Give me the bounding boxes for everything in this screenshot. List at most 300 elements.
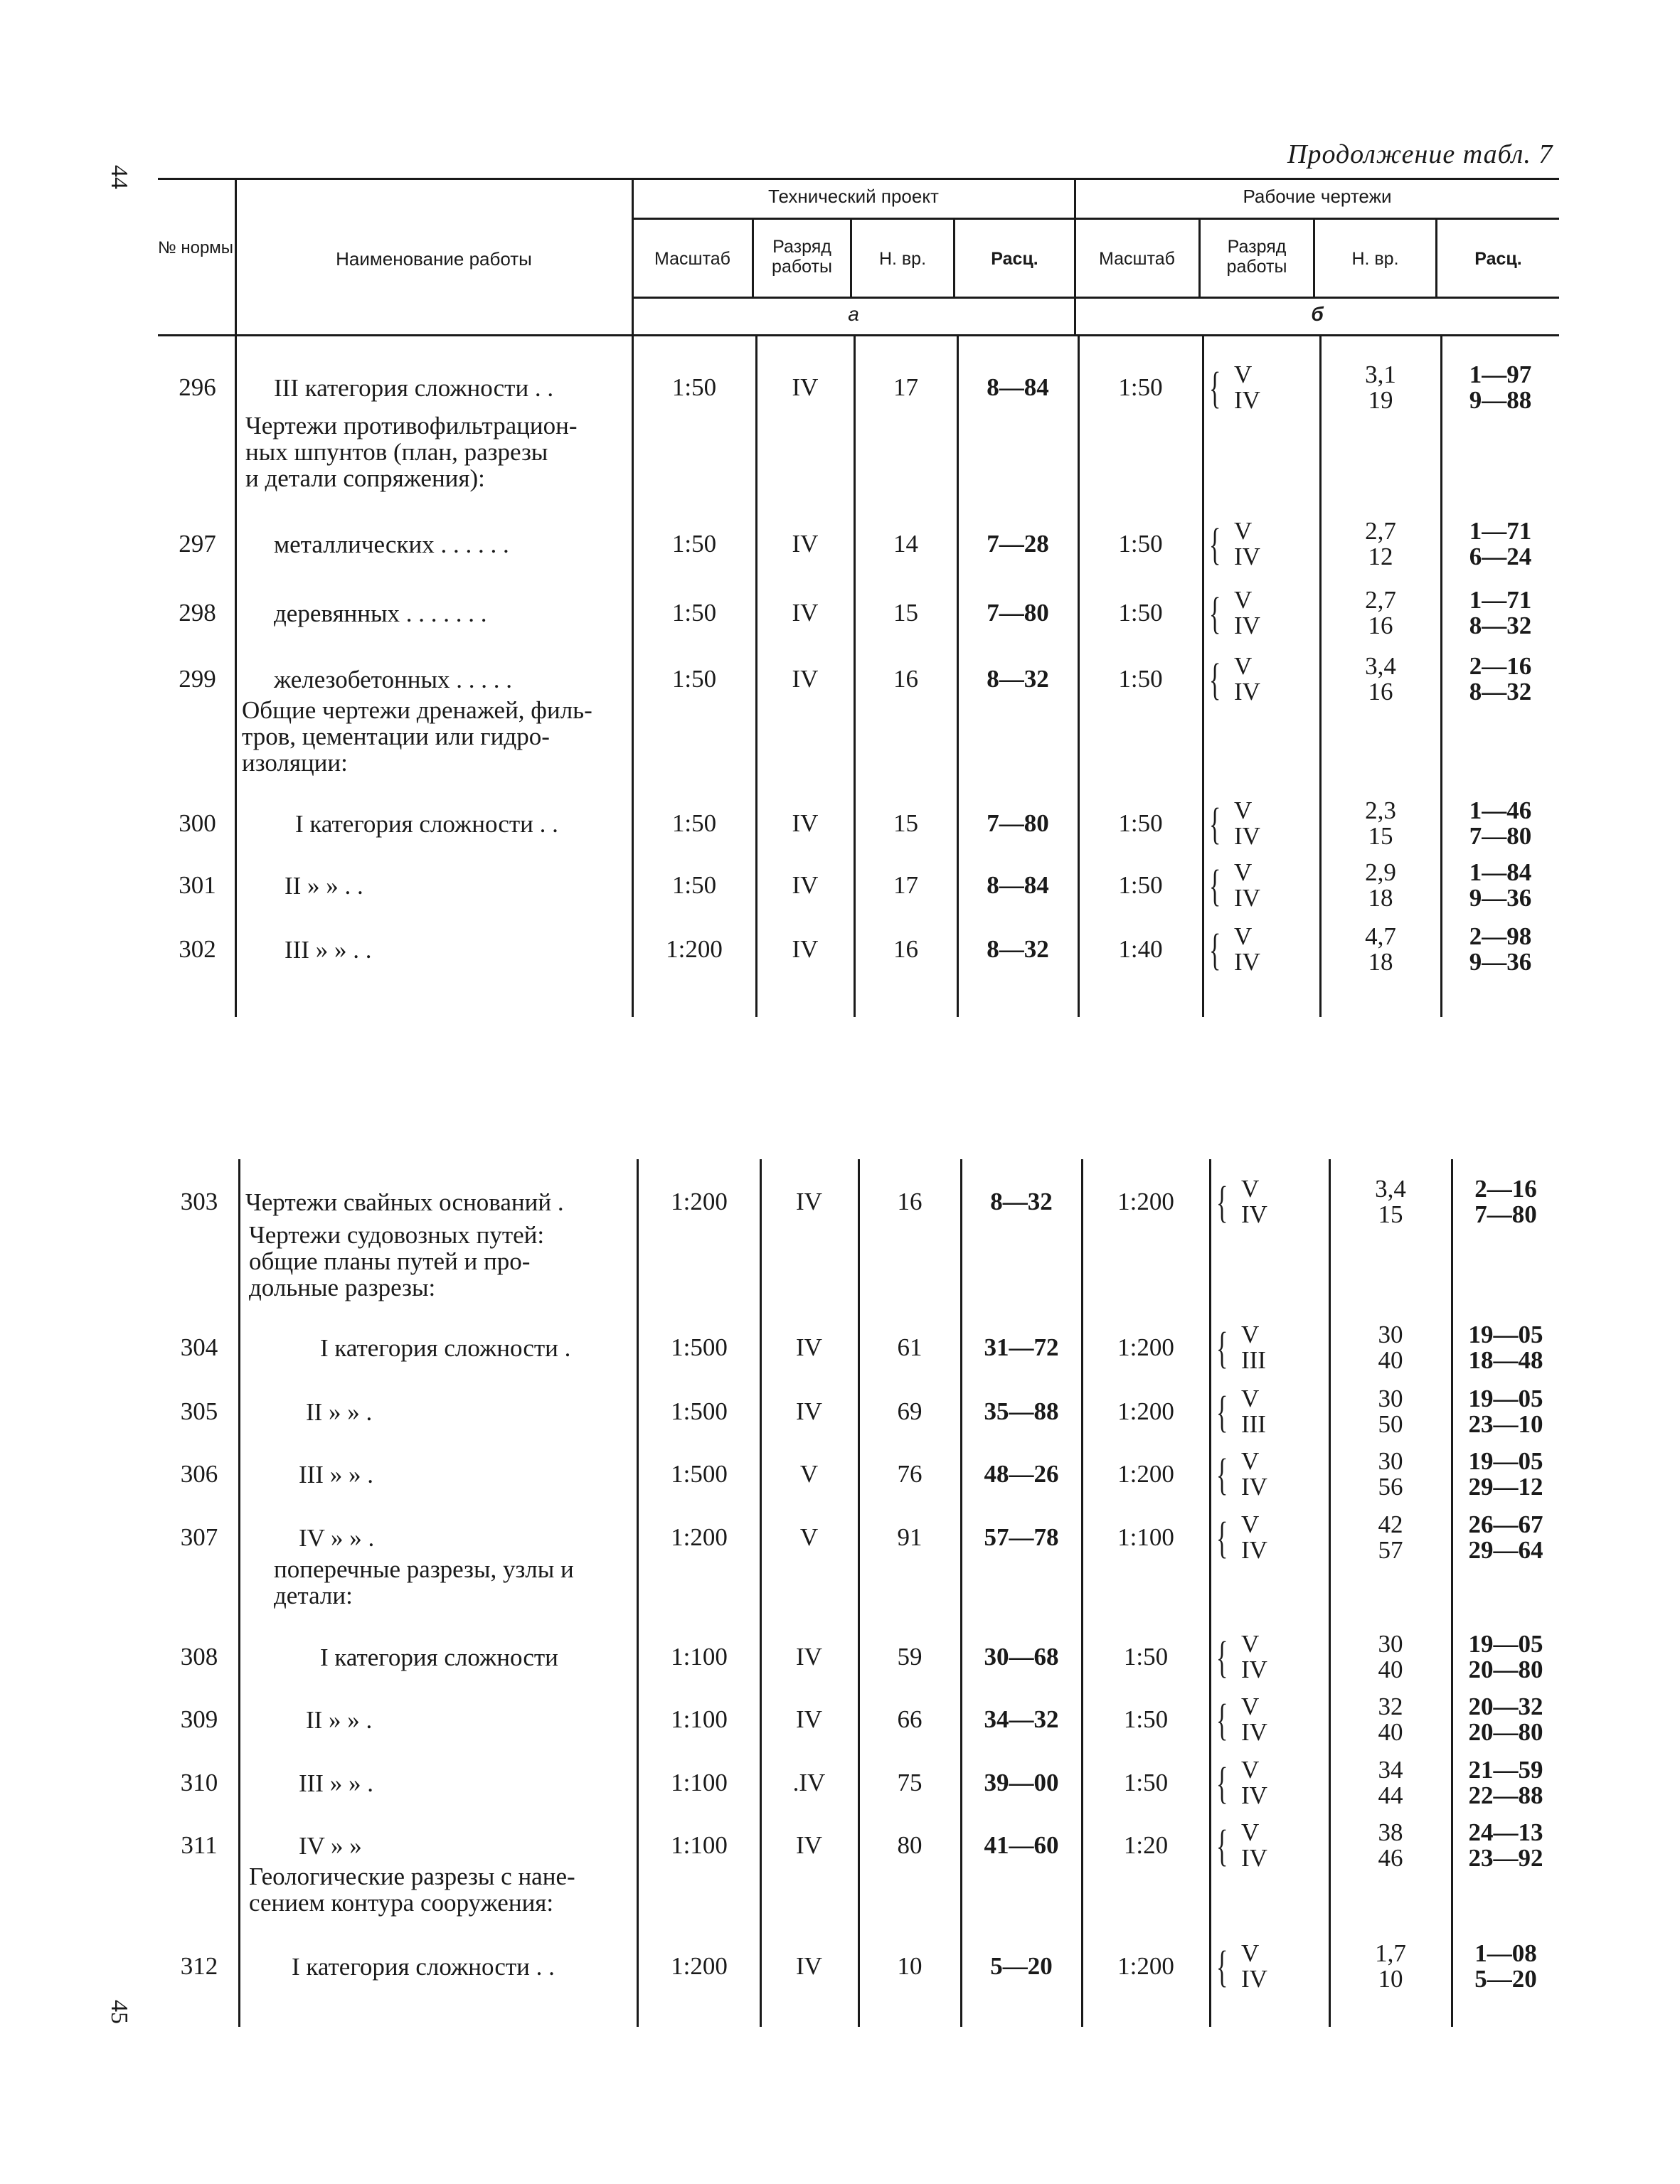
work-time: 30 [1378, 1447, 1403, 1475]
body-vrule [235, 334, 237, 1017]
work-grade-pair [1241, 1631, 1319, 1683]
work-time: 3,4 [1375, 1175, 1406, 1203]
work-time: 44 [1378, 1781, 1403, 1809]
tech-time: 16 [893, 665, 918, 693]
work-rate: 8—32 [1469, 612, 1532, 639]
tech-time: 15 [893, 809, 918, 837]
tech-rate: 8—84 [987, 871, 1049, 899]
tech-time: 75 [897, 1769, 923, 1796]
grade-brace: { [1216, 1696, 1228, 1744]
work-time: 56 [1378, 1473, 1403, 1501]
tech-grade: IV [796, 1333, 822, 1361]
work-scale: 1:50 [1118, 871, 1163, 899]
work-scale: 1:50 [1118, 530, 1163, 558]
tech-time: 59 [897, 1643, 923, 1671]
work-rate: 20—80 [1468, 1718, 1543, 1746]
work-grade-pair [1241, 1386, 1319, 1437]
row-norm-number: 305 [180, 1397, 218, 1425]
tech-grade: .IV [792, 1769, 826, 1796]
work-rate-pair [1452, 1176, 1559, 1227]
work-rate: 20—32 [1468, 1693, 1543, 1720]
work-grade: V [1234, 586, 1253, 614]
row-work-name: металлических . . . . . . [274, 531, 509, 558]
work-rate-pair [1442, 654, 1559, 705]
tech-rate: 8—32 [987, 935, 1049, 963]
tech-rate: 5—20 [990, 1952, 1053, 1980]
work-time: 46 [1378, 1844, 1403, 1872]
header-tech-time: Н. вр. [878, 249, 927, 269]
tech-grade: IV [792, 935, 819, 963]
row-norm-number: 296 [179, 373, 216, 401]
work-rate: 24—13 [1468, 1818, 1543, 1846]
work-time: 18 [1368, 884, 1393, 912]
tech-grade: IV [792, 809, 819, 837]
work-grade: IV [1241, 1781, 1267, 1809]
tech-rate: 7—28 [987, 530, 1049, 558]
work-grade: III [1241, 1410, 1266, 1438]
tech-time: 17 [893, 871, 918, 899]
row-work-name: III » » . [299, 1769, 373, 1797]
header-tech-project: Технический проект [768, 186, 939, 207]
tech-time: 80 [897, 1831, 923, 1859]
work-grade: V [1241, 1818, 1260, 1846]
work-grade: V [1241, 1693, 1260, 1720]
grade-brace: { [1216, 1388, 1228, 1437]
grade-brace: { [1216, 1451, 1228, 1499]
work-time: 32 [1378, 1693, 1403, 1720]
row-norm-number: 299 [179, 665, 216, 693]
work-time: 40 [1378, 1718, 1403, 1746]
work-grade: V [1241, 1385, 1260, 1412]
row-group-heading [245, 412, 629, 491]
header-tech-grade: Разряд работы [772, 237, 832, 277]
heading-line: общие планы путей и про- [249, 1247, 531, 1275]
body-vrule [1451, 1159, 1453, 2027]
work-grade: IV [1234, 678, 1260, 705]
row-work-name: III категория сложности . . [274, 374, 554, 402]
header-working-drawings: Рабочие чертежи [1243, 186, 1392, 207]
tech-scale: 1:100 [671, 1705, 728, 1733]
work-time-pair [1321, 362, 1440, 413]
work-grade: IV [1241, 1965, 1267, 1993]
header-vrule [235, 178, 237, 334]
tech-time: 91 [897, 1523, 923, 1551]
work-time-pair [1321, 924, 1440, 975]
work-rate: 2—98 [1469, 922, 1532, 950]
row-work-name: I категория сложности . . [295, 810, 558, 838]
work-time-pair [1330, 1631, 1451, 1683]
grade-brace: { [1209, 800, 1221, 848]
work-rate: 19—05 [1468, 1447, 1543, 1475]
tech-scale: 1:200 [666, 935, 723, 963]
body-vrule [238, 1159, 240, 2027]
work-rate: 22—88 [1468, 1781, 1543, 1809]
work-rate-pair [1442, 587, 1559, 639]
work-grade-pair [1234, 924, 1312, 975]
work-rate-pair [1452, 1757, 1559, 1809]
work-grade: V [1241, 1630, 1260, 1658]
work-grade-pair [1241, 1694, 1319, 1745]
work-rate: 1—84 [1469, 858, 1532, 886]
work-time-pair [1321, 860, 1440, 911]
tech-rate: 35—88 [984, 1397, 1059, 1425]
grade-brace: { [1209, 656, 1221, 704]
work-rate-pair [1442, 518, 1559, 570]
work-grade-pair [1234, 860, 1312, 911]
heading-line: ных шпунтов (план, разрезы [245, 438, 548, 466]
work-grade: IV [1241, 1656, 1267, 1683]
tech-scale: 1:50 [671, 599, 717, 627]
header-tech-rate: Расц. [991, 249, 1038, 269]
row-norm-number: 312 [180, 1952, 218, 1980]
work-grade-pair [1234, 518, 1312, 570]
body-vrule [760, 1159, 762, 2027]
work-time: 2,7 [1365, 517, 1396, 545]
work-time: 30 [1378, 1321, 1403, 1348]
work-grade: V [1234, 652, 1253, 680]
header-mid-rule-left [633, 218, 1074, 220]
heading-line: сением контура сооружения: [249, 1889, 554, 1917]
work-scale: 1:200 [1117, 1333, 1174, 1361]
header-work-scale: Масштаб [1099, 249, 1175, 269]
work-grade-pair [1234, 798, 1312, 849]
row-work-name: I категория сложности [320, 1644, 558, 1671]
tech-rate: 8—32 [990, 1188, 1053, 1215]
work-time: 2,7 [1365, 586, 1396, 614]
row-norm-number: 308 [180, 1643, 218, 1671]
tech-scale: 1:100 [671, 1831, 728, 1859]
header-work-rate: Расц. [1474, 249, 1522, 269]
work-time: 42 [1378, 1511, 1403, 1538]
work-grade-pair [1241, 1176, 1319, 1227]
grade-brace: { [1216, 1178, 1228, 1227]
work-grade: IV [1241, 1536, 1267, 1564]
tech-grade: IV [796, 1705, 822, 1733]
grade-brace: { [1209, 590, 1221, 638]
work-time: 40 [1378, 1346, 1403, 1374]
row-group-heading [249, 1863, 633, 1916]
tech-grade: IV [792, 599, 819, 627]
work-rate: 2—16 [1469, 652, 1532, 680]
work-scale: 1:50 [1123, 1643, 1169, 1671]
work-rate: 9—36 [1469, 884, 1532, 912]
row-norm-number: 300 [179, 809, 216, 837]
work-time-pair [1321, 518, 1440, 570]
row-group-heading [249, 1222, 633, 1301]
work-scale: 1:50 [1118, 373, 1163, 401]
heading-line: Чертежи противофильтрацион- [245, 412, 578, 440]
work-rate: 18—48 [1468, 1346, 1543, 1374]
tech-grade: IV [796, 1188, 822, 1215]
work-rate-pair [1442, 362, 1559, 413]
body-vrule [960, 1159, 962, 2027]
row-norm-number: 309 [180, 1705, 218, 1733]
header-sub-b: б [1311, 303, 1324, 325]
work-rate: 8—32 [1469, 678, 1532, 705]
row-norm-number: 307 [180, 1523, 218, 1551]
work-scale: 1:100 [1117, 1523, 1174, 1551]
work-grade: IV [1234, 386, 1260, 414]
tech-time: 15 [893, 599, 918, 627]
row-group-heading [242, 697, 626, 776]
tech-rate: 57—78 [984, 1523, 1059, 1551]
work-grade: IV [1241, 1844, 1267, 1872]
row-norm-number: 301 [179, 871, 216, 899]
work-grade: III [1241, 1346, 1266, 1374]
tech-grade: IV [792, 530, 819, 558]
tech-scale: 1:200 [671, 1523, 728, 1551]
page-number-left: 44 [106, 165, 132, 189]
work-grade-pair [1241, 1757, 1319, 1809]
work-rate: 1—08 [1474, 1939, 1537, 1967]
row-work-name: Чертежи свайных оснований . [245, 1188, 564, 1216]
work-rate: 6—24 [1469, 543, 1532, 570]
header-bottom-rule [158, 334, 1559, 336]
work-rate: 26—67 [1468, 1511, 1543, 1538]
work-scale: 1:200 [1117, 1188, 1174, 1215]
heading-line: тров, цементации или гидро- [242, 723, 550, 750]
work-time: 2,3 [1365, 797, 1396, 824]
tech-rate: 30—68 [984, 1643, 1059, 1671]
row-work-name: III » » . . [285, 936, 372, 964]
work-rate: 19—05 [1468, 1321, 1543, 1348]
work-grade: IV [1234, 884, 1260, 912]
header-work-grade: Разряд работы [1226, 237, 1287, 277]
work-grade: V [1241, 1511, 1260, 1538]
row-norm-number: 311 [181, 1831, 218, 1859]
work-time-pair [1330, 1941, 1451, 1992]
heading-line: изоляции: [242, 749, 348, 777]
tech-scale: 1:200 [671, 1952, 728, 1980]
work-grade-pair [1241, 1941, 1319, 1992]
tech-scale: 1:50 [671, 809, 717, 837]
work-time: 50 [1378, 1410, 1403, 1438]
tech-time: 66 [897, 1705, 923, 1733]
row-work-name: II » » . . [285, 872, 363, 900]
work-grade: V [1241, 1939, 1260, 1967]
work-grade: IV [1241, 1473, 1267, 1501]
tech-rate: 39—00 [984, 1769, 1059, 1796]
work-time-pair [1330, 1512, 1451, 1563]
header-work-time: Н. вр. [1351, 249, 1399, 269]
work-rate-pair [1442, 860, 1559, 911]
row-work-name: II » » . [306, 1398, 373, 1426]
row-norm-number: 306 [180, 1460, 218, 1488]
body-vrule [1081, 1159, 1083, 2027]
heading-line: Геологические разрезы с нане- [249, 1863, 575, 1890]
header-norm-no: № нормы [157, 238, 234, 257]
tech-time: 16 [893, 935, 918, 963]
header-sub-rule-left [633, 297, 1074, 299]
tech-scale: 1:100 [671, 1643, 728, 1671]
work-time: 18 [1368, 948, 1393, 976]
tech-rate: 8—32 [987, 665, 1049, 693]
work-time-pair [1330, 1757, 1451, 1809]
header-tech-scale: Масштаб [654, 249, 730, 269]
work-rate: 7—80 [1474, 1200, 1537, 1228]
work-time: 2,9 [1365, 858, 1396, 886]
work-grade: IV [1241, 1718, 1267, 1746]
work-grade: V [1234, 517, 1253, 545]
body-vrule [858, 1159, 860, 2027]
work-scale: 1:20 [1123, 1831, 1169, 1859]
body-vrule [1209, 1159, 1211, 2027]
work-grade-pair [1241, 1512, 1319, 1563]
grade-brace: { [1209, 521, 1221, 569]
tech-scale: 1:50 [671, 665, 717, 693]
row-work-name: I категория сложности . . [292, 1953, 555, 1981]
tech-grade: IV [792, 871, 819, 899]
work-rate-pair [1442, 924, 1559, 975]
work-time-pair [1330, 1176, 1451, 1227]
header-sub-rule-right [1075, 297, 1559, 299]
work-grade-pair [1234, 362, 1312, 413]
work-time: 3,4 [1365, 652, 1396, 680]
work-rate: 1—71 [1469, 517, 1532, 545]
work-rate: 2—16 [1474, 1175, 1537, 1203]
row-work-name: IV » » [299, 1832, 362, 1860]
tech-rate: 31—72 [984, 1333, 1059, 1361]
work-rate: 29—12 [1468, 1473, 1543, 1501]
work-time: 15 [1368, 822, 1393, 850]
work-rate: 23—10 [1468, 1410, 1543, 1438]
work-time: 16 [1368, 612, 1393, 639]
row-norm-number: 304 [180, 1333, 218, 1361]
header-work-name: Наименование работы [336, 248, 532, 270]
work-grade: V [1234, 858, 1253, 886]
work-grade: IV [1234, 543, 1260, 570]
work-time-pair [1330, 1322, 1451, 1373]
row-norm-number: 310 [180, 1769, 218, 1796]
work-scale: 1:50 [1123, 1769, 1169, 1796]
work-grade: IV [1234, 822, 1260, 850]
work-time: 4,7 [1365, 922, 1396, 950]
work-scale: 1:200 [1117, 1460, 1174, 1488]
tech-scale: 1:50 [671, 373, 717, 401]
work-rate: 1—71 [1469, 586, 1532, 614]
work-rate: 19—05 [1468, 1630, 1543, 1658]
work-grade: IV [1234, 612, 1260, 639]
grade-brace: { [1216, 1822, 1228, 1870]
work-rate: 9—36 [1469, 948, 1532, 976]
work-grade: V [1241, 1321, 1260, 1348]
work-rate: 1—97 [1469, 361, 1532, 388]
work-grade: V [1241, 1447, 1260, 1475]
tech-time: 76 [897, 1460, 923, 1488]
work-time: 57 [1378, 1536, 1403, 1564]
work-grade: IV [1241, 1200, 1267, 1228]
tech-scale: 1:500 [671, 1397, 728, 1425]
body-vrule [1202, 334, 1204, 1017]
work-time: 34 [1378, 1756, 1403, 1784]
work-rate: 1—46 [1469, 797, 1532, 824]
work-scale: 1:50 [1118, 665, 1163, 693]
heading-line: дольные разрезы: [249, 1274, 436, 1301]
row-work-name: I категория сложности . [320, 1334, 571, 1362]
work-rate-pair [1452, 1512, 1559, 1563]
heading-line: Чертежи судовозных путей: [249, 1221, 545, 1249]
heading-line: и детали сопряжения): [245, 464, 485, 492]
work-rate-pair [1452, 1449, 1559, 1500]
work-rate-pair [1452, 1941, 1559, 1992]
tech-time: 17 [893, 373, 918, 401]
work-rate: 9—88 [1469, 386, 1532, 414]
row-work-name: IV » » . [299, 1524, 375, 1552]
tech-rate: 7—80 [987, 809, 1049, 837]
tech-rate: 48—26 [984, 1460, 1059, 1488]
tech-grade: IV [792, 665, 819, 693]
work-rate: 7—80 [1469, 822, 1532, 850]
tech-rate: 8—84 [987, 373, 1049, 401]
work-time-pair [1330, 1449, 1451, 1500]
tech-grade: V [799, 1460, 819, 1488]
header-mid-rule-right [1075, 218, 1559, 220]
work-time: 15 [1378, 1200, 1403, 1228]
tech-scale: 1:50 [671, 871, 717, 899]
work-time-pair [1321, 654, 1440, 705]
work-rate-pair [1452, 1694, 1559, 1745]
grade-brace: { [1209, 364, 1221, 412]
tech-rate: 34—32 [984, 1705, 1059, 1733]
grade-brace: { [1216, 1634, 1228, 1682]
row-norm-number: 303 [180, 1188, 218, 1215]
row-work-name: железобетонных . . . . . [274, 666, 512, 693]
work-scale: 1:50 [1123, 1705, 1169, 1733]
work-grade: V [1234, 922, 1253, 950]
work-grade: V [1234, 797, 1253, 824]
row-work-name: II » » . [306, 1706, 373, 1734]
work-rate-pair [1452, 1820, 1559, 1871]
work-time-pair [1321, 798, 1440, 849]
heading-line: детали: [274, 1582, 353, 1609]
row-work-name: III » » . [299, 1461, 373, 1488]
work-rate: 29—64 [1468, 1536, 1543, 1564]
tech-rate: 7—80 [987, 599, 1049, 627]
tech-time: 14 [893, 530, 918, 558]
tech-scale: 1:100 [671, 1769, 728, 1796]
work-grade-pair [1234, 587, 1312, 639]
grade-brace: { [1216, 1324, 1228, 1373]
work-time: 12 [1368, 543, 1393, 570]
work-scale: 1:50 [1118, 809, 1163, 837]
work-rate: 23—92 [1468, 1844, 1543, 1872]
header-sub-a: а [848, 303, 859, 325]
tech-grade: IV [796, 1643, 822, 1671]
work-time-pair [1330, 1820, 1451, 1871]
work-scale: 1:200 [1117, 1397, 1174, 1425]
work-time-pair [1321, 587, 1440, 639]
work-grade-pair [1241, 1449, 1319, 1500]
work-rate-pair [1452, 1386, 1559, 1437]
row-group-heading [274, 1556, 658, 1609]
work-rate-pair [1452, 1322, 1559, 1373]
work-time: 16 [1368, 678, 1393, 705]
tech-grade: V [799, 1523, 819, 1551]
tech-scale: 1:500 [671, 1460, 728, 1488]
work-time: 30 [1378, 1385, 1403, 1412]
work-time-pair [1330, 1386, 1451, 1437]
header-top-rule [158, 178, 1559, 180]
tech-grade: IV [796, 1397, 822, 1425]
work-time-pair [1330, 1694, 1451, 1745]
grade-brace: { [1216, 1514, 1228, 1562]
work-scale: 1:50 [1118, 599, 1163, 627]
work-grade: V [1234, 361, 1253, 388]
grade-brace: { [1216, 1943, 1228, 1991]
heading-line: Общие чертежи дренажей, филь- [242, 696, 592, 724]
work-time: 1,7 [1375, 1939, 1406, 1967]
work-rate: 5—20 [1474, 1965, 1537, 1993]
